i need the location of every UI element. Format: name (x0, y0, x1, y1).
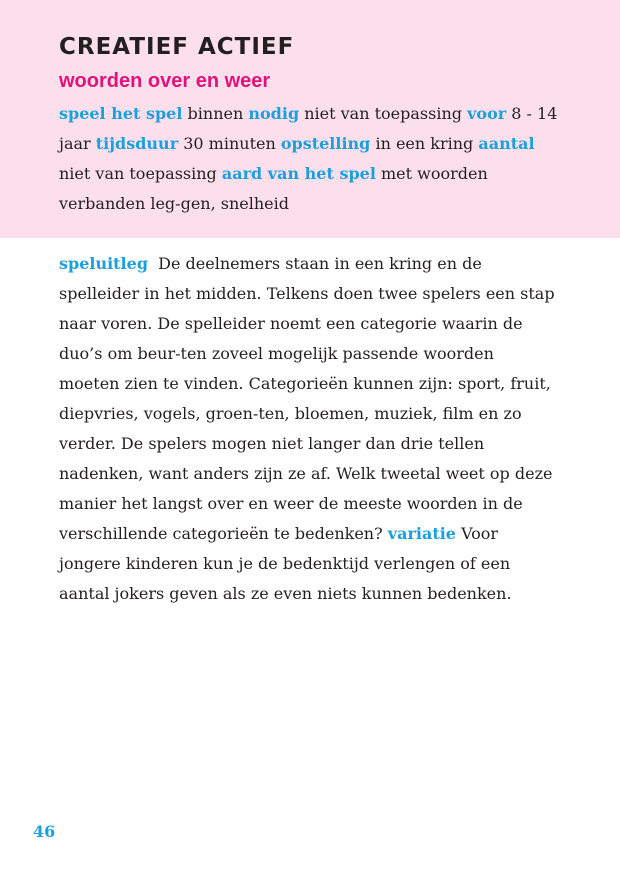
meta-label-voor: voor (467, 104, 507, 123)
game-description (59, 249, 559, 609)
meta-value-opstelling: in een kring (375, 134, 474, 153)
meta-label-speel: speel het spel (59, 104, 183, 123)
speluitleg-label: speluitleg (59, 254, 148, 273)
game-title: woorden over en weer (59, 70, 271, 92)
variatie-text: Voor jongere kinderen kun je de bedenktijd verlengen of een aantal jokers geven als ze even niets kunnen bedenken. (59, 524, 512, 603)
meta-value-nodig: niet van toepassing (304, 104, 463, 123)
meta-label-aard: aard van het spel (221, 164, 376, 183)
meta-value-tijdsduur: 30 minuten (183, 134, 276, 153)
variatie-label: variatie (387, 524, 456, 543)
meta-value-speel: binnen (187, 104, 244, 123)
meta-label-opstelling: opstelling (280, 134, 371, 153)
meta-label-aantal: aantal (478, 134, 535, 153)
category-heading: CREATIEF ACTIEF (59, 34, 295, 60)
header-band (0, 0, 620, 238)
game-meta (59, 99, 559, 219)
meta-value-voor: 8 - 14 jaar (59, 104, 558, 153)
meta-label-tijdsduur: tijdsduur (95, 134, 179, 153)
meta-value-aantal: niet van toepassing (59, 164, 217, 183)
page-number: 46 (33, 822, 56, 841)
meta-value-aard: met woorden verbanden leg-gen, snelheid (59, 164, 488, 213)
meta-label-nodig: nodig (248, 104, 300, 123)
speluitleg-text: De deelnemers staan in een kring en de spelleider in het midden. Telkens doen twee spelers een stap naar voren. De spelleider noemt een categorie waarin de duo’s om beur-ten zoveel mogelijk passende woorden moeten zien te vinden. Categorieën kunnen zijn: sport, fruit, diepvries, vogels, groen-ten, bloemen, muziek, film en zo verder. De spelers mogen niet langer dan drie tellen nadenken, want anders zijn ze af. Welk tweetal weet op deze manier het langst over en weer de meeste woorden in de verschillende categorieën te bedenken? (59, 254, 555, 543)
